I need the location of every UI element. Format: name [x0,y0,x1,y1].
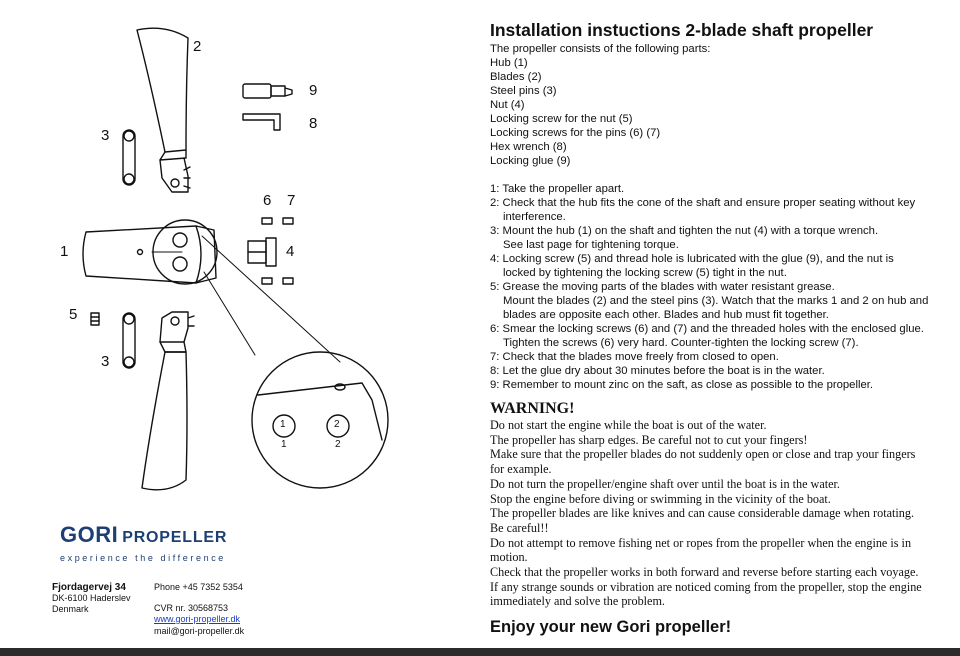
warning-line: motion. [490,550,528,565]
instructions-panel [490,20,955,637]
step-line: blades are opposite each other. Blades and hub must fit together. [503,309,829,321]
callout-pin-lower: 3 [101,353,110,370]
step-line: Tighten the screws (6) very hard. Counter-tighten the locking screw (7). [503,337,859,349]
callout-blade: 2 [193,38,202,55]
callout-screw-6: 6 [263,192,272,209]
warning-line: immediately and solve the problem. [490,594,665,609]
callout-nut-screw: 5 [69,306,78,323]
warning-line: The propeller has sharp edges. Be careful not to cut your fingers! [490,432,808,447]
warning-line: Do not turn the propeller/engine shaft over until the boat is in the water. [490,476,840,491]
warning-line: for example. [490,462,552,477]
callout-wrench: 8 [309,115,318,132]
lower-blade [142,352,187,490]
step-line: 8: Let the glue dry about 30 minutes before the boat is in the water. [490,365,825,377]
callout-hub: 1 [60,243,69,260]
step-line: 2: Check that the hub fits the cone of the shaft and ensure proper seating without key [490,197,916,209]
step-line: locked by tightening the locking screw (5) tight in the nut. [503,267,787,279]
locking-glue [243,84,292,98]
cvr-number: CVR nr. 30568753 [154,602,229,613]
closing-line: Enjoy your new Gori propeller! [490,618,732,637]
warning-line: Do not attempt to remove fishing net or ropes from the propeller when the engine is in [490,535,912,550]
step-line: interference. [503,211,566,223]
part-item: Locking screw for the nut (5) [490,113,633,125]
nut [248,238,276,266]
parts-intro: The propeller consists of the following parts: [490,43,711,55]
step-line: 5: Grease the moving parts of the blades with water resistant grease. [490,281,835,293]
detail-mark-1-circle: 1 [280,419,286,430]
website-link[interactable]: www.gori-propeller.dk [154,614,241,624]
part-item: Steel pins (3) [490,85,557,97]
warning-line: The propeller blades are like knives and can cause considerable damage when rotating. [490,506,915,521]
logo-wordmark: GORI PROPELLER [60,522,228,547]
step-line: 3: Mount the hub (1) on the shaft and tighten the nut (4) with a torque wrench. [490,225,879,237]
warning-line: Make sure that the propeller blades do not suddenly open or close and trap your fingers [490,447,916,462]
viewer-bottom-bar [0,648,960,656]
callout-glue: 9 [309,82,318,99]
detail-mark-2-circle: 2 [334,419,340,430]
part-item: Locking screws for the pins (6) (7) [490,127,661,139]
parts-list [490,42,955,168]
part-item: Blades (2) [490,71,542,83]
step-line: Mount the blades (2) and the steel pins (3). Watch that the marks 1 and 2 on hub and [503,295,929,307]
step-line: 7: Check that the blades move freely from closed to open. [490,351,779,363]
step-line: 6: Smear the locking screws (6) and (7) and the threaded holes with the enclosed glue. [490,323,924,335]
nut-locking-screw [91,313,99,325]
phone: Phone +45 7352 5354 [154,582,243,592]
warning-line: Stop the engine before diving or swimming in the vicinity of the boat. [490,491,831,506]
warning-line: Do not start the engine while the boat is out of the water. [490,418,767,432]
email: mail@gori-propeller.dk [154,625,245,636]
propeller-exploded-diagram [0,0,480,510]
hex-wrench [243,114,280,130]
warning-list [490,418,955,609]
part-item: Hub (1) [490,57,528,69]
detail-mark-2-text: 2 [335,439,341,450]
company-logo [60,522,227,563]
callout-pin-upper: 3 [101,127,110,144]
step-line: 4: Locking screw (5) and thread hole is lubricated with the glue (9), and the nut is [490,253,894,265]
detail-view [252,352,388,488]
step-line: See last page for tightening torque. [503,239,679,251]
steps-list [490,182,955,392]
address-street: Fjordagervej 34 [52,582,126,593]
callout-nut: 4 [286,243,295,260]
warning-line: If any strange sounds or vibration are noticed coming from the propeller, stop the engine [490,579,922,594]
logo-tagline: experience the difference [60,553,226,563]
warning-heading: WARNING! [490,400,575,417]
page-title: Installation instuctions 2-blade shaft propeller [490,20,874,40]
hub [83,226,216,283]
callout-screw-7: 7 [287,192,296,209]
part-item: Hex wrench (8) [490,141,567,153]
company-contact [154,582,244,637]
step-line: 9: Remember to mount zinc on the saft, as close as possible to the propeller. [490,379,874,391]
warning-line: Be careful!! [490,520,549,535]
upper-blade [137,28,188,152]
step-line: 1: Take the propeller apart. [490,183,625,195]
detail-mark-1-text: 1 [281,439,287,450]
address-city: DK-6100 Haderslev [52,593,131,603]
company-address [52,582,131,615]
warning-line: Check that the propeller works in both forward and reverse before starting each voyage. [490,565,919,580]
part-item: Nut (4) [490,99,525,111]
part-item: Locking glue (9) [490,155,571,167]
address-country: Denmark [52,604,89,614]
